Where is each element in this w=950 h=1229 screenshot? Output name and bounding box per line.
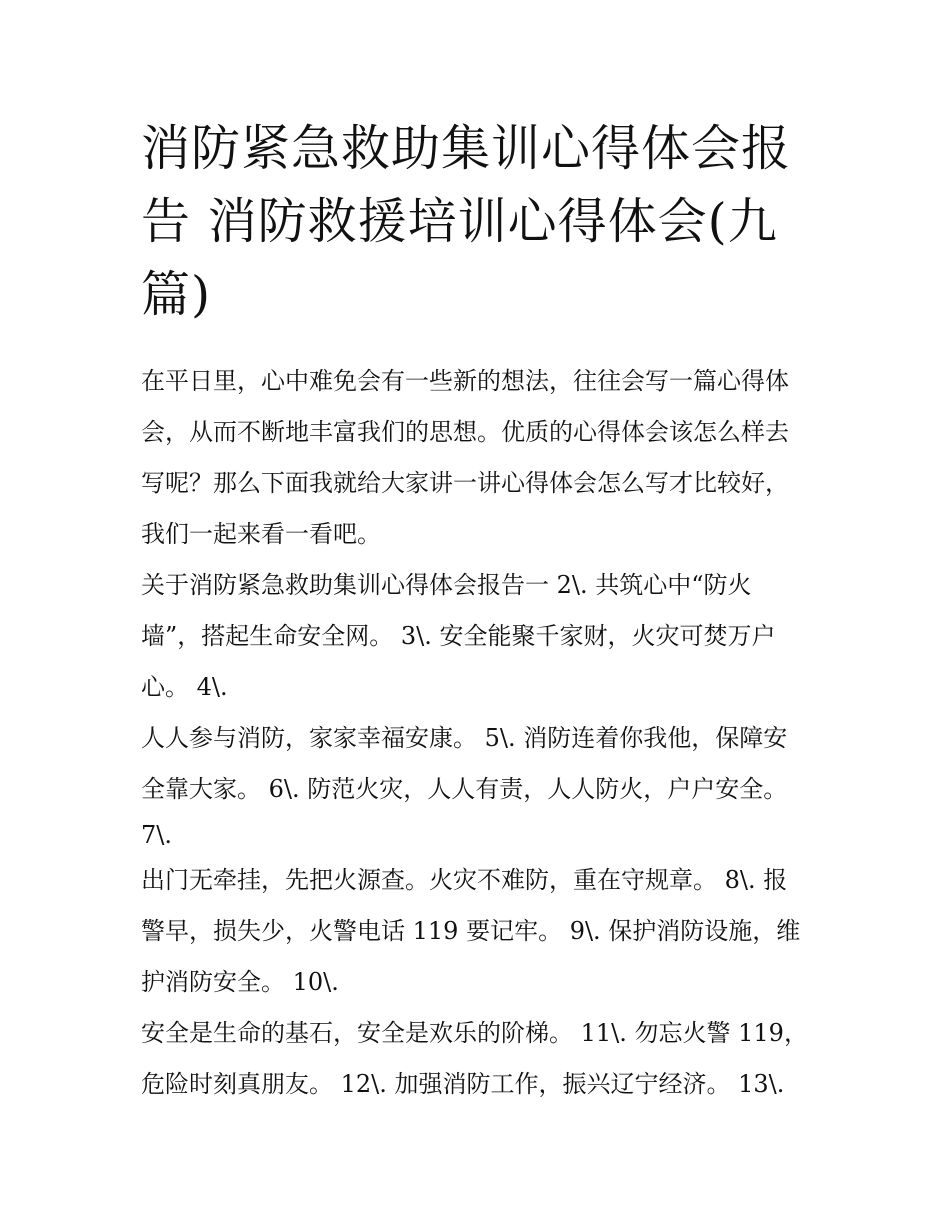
- text-line: 人人参与消防，家家幸福安康。 5\. 消防连着你我他，保障安: [141, 724, 788, 752]
- paragraph-slogans-4: [141, 1008, 831, 1110]
- text-line: 护消防安全。 10\.: [141, 968, 339, 996]
- text-line: 出门无牵挂，先把火源查。火灾不难防，重在守规章。 8\. 报: [141, 866, 788, 894]
- paragraph-slogans-2: [141, 713, 831, 855]
- text-line: 我们一起来看一看吧。: [141, 520, 381, 548]
- text-line: 危险时刻真朋友。 12\. 加强消防工作，振兴辽宁经济。 13\.: [141, 1070, 785, 1098]
- document-body: [141, 356, 831, 1110]
- text-line: 安全是生命的基石，安全是欢乐的阶梯。 11\. 勿忘火警 119，: [141, 1019, 808, 1047]
- title-line: 消防紧急救助集训心得体会报: [141, 120, 792, 177]
- text-line: 墙”，搭起生命安全网。 3\. 安全能聚千家财，火灾可焚万户: [141, 622, 776, 650]
- text-line: 心。 4\.: [141, 673, 228, 701]
- document-title: [141, 112, 821, 331]
- text-line: 关于消防紧急救助集训心得体会报告一 2\. 共筑心中“防火: [141, 571, 752, 599]
- text-line: 警早，损失少，火警电话 119 要记牢。 9\. 保护消防设施，维: [141, 917, 801, 945]
- title-line: 篇): [141, 266, 212, 323]
- text-line: 7\.: [141, 821, 172, 849]
- text-line: 全靠大家。 6\. 防范火灾，人人有责，人人防火，户户安全。: [141, 775, 788, 803]
- paragraph-slogans-1: [141, 560, 831, 713]
- text-line: 写呢？那么下面我就给大家讲一讲心得体会怎么写才比较好，: [141, 469, 789, 497]
- text-line: 会，从而不断地丰富我们的思想。优质的心得体会该怎么样去: [141, 418, 789, 446]
- paragraph-slogans-3: [141, 855, 831, 1008]
- title-line: 告 消防救援培训心得体会(九: [141, 193, 778, 250]
- text-line: 在平日里，心中难免会有一些新的想法，往往会写一篇心得体: [141, 367, 789, 395]
- paragraph-intro: [141, 356, 831, 560]
